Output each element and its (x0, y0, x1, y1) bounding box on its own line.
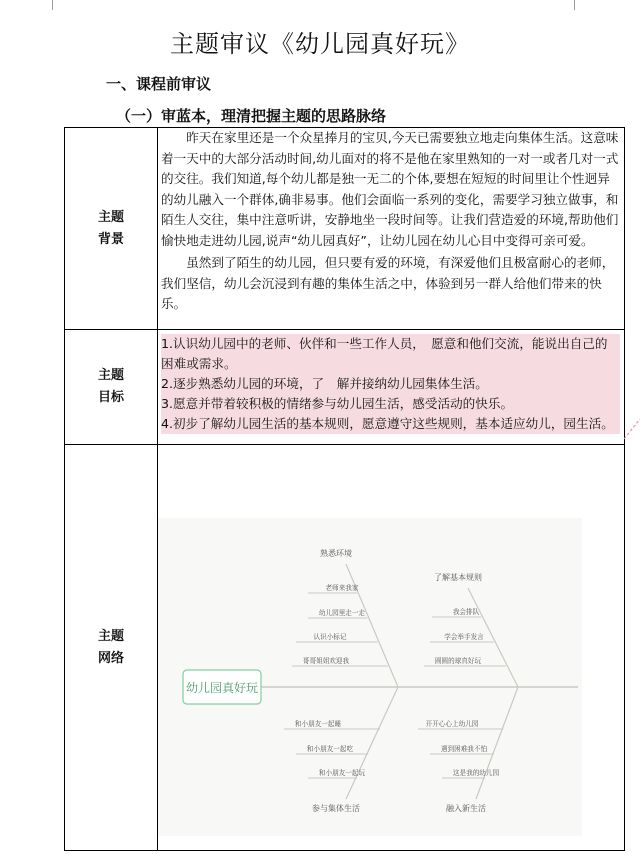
comment-leader-line (624, 417, 640, 441)
label-goals (65, 330, 158, 445)
mindmap-connectors (261, 564, 578, 799)
mindmap-leaf-label: 老师来我家 (325, 584, 359, 592)
mindmap-branch-line (346, 564, 398, 687)
table-row-network (65, 445, 625, 851)
goal-item: 1.认识幼儿园中的老师、伙伴和一些工作人员， 愿意和他们交流，能说出自己的困难或需求。 (161, 334, 620, 374)
mindmap-branch-label: 熟悉环境 (320, 549, 352, 558)
mindmap-image (158, 518, 582, 836)
mindmap-root (183, 670, 261, 704)
mindmap-leaf-label: 认识小标记 (313, 633, 347, 641)
mindmap-branch-line (476, 687, 518, 799)
background-paragraph: 虽然到了陌生的幼儿园，但只要有爱的环境，有深爱他们且极富耐心的老师，我们坚信，幼儿会沉浸到有趣的集体生活之中，体验到另一群人给他们带来的快乐。 (161, 255, 615, 311)
label-background (65, 128, 158, 330)
label-line: 主题 (97, 209, 124, 225)
label-line: 目标 (97, 390, 124, 405)
page-corner-mark-right (574, 0, 575, 10)
mindmap-leaf-label: 学会举手发言 (444, 633, 484, 641)
label-network (65, 445, 158, 851)
mindmap-leaf-label: 幼儿园里走一走 (318, 609, 366, 617)
mindmap-leaf-label: 开开心心上幼儿园 (425, 720, 479, 728)
section-heading: 一、课程前审议 (106, 75, 212, 93)
label-line: 背景 (97, 231, 124, 247)
subsection-heading: （一）审蓝本，理清把握主题的思路脉络 (116, 107, 387, 125)
label-line: 网络 (97, 650, 124, 666)
mindmap-branch-label: 融入新生活 (446, 804, 486, 813)
goal-item: 3.愿意并带着较积极的情绪参与幼儿园生活，感受活动的快乐。 (161, 394, 620, 414)
goals-content (158, 330, 625, 445)
mindmap-nodes (295, 548, 500, 813)
label-line: 主题 (97, 368, 124, 383)
mindmap-leaf-label: 和小朋友一起吃 (306, 745, 354, 753)
mindmap-leaf-label: 和小朋友一起睡 (294, 720, 342, 728)
goal-item: 4.初步了解幼儿园生活的基本规则，愿意遵守这些规则，基本适应幼儿，园生活。 (161, 414, 620, 434)
label-line: 主题 (97, 628, 124, 644)
mindmap-leaf-label: 遇到困难我不怕 (440, 745, 488, 753)
mindmap-leaf-label: 这是我的幼儿园 (452, 769, 500, 777)
mindmap-leaf-label: 和小朋友一起玩 (318, 769, 366, 777)
page-corner-mark-left (52, 0, 53, 10)
table-row-background (65, 128, 625, 330)
mindmap-leaf-label: 圆圆的球真好玩 (434, 657, 482, 665)
mindmap-root-label: 幼儿园真好玩 (185, 681, 259, 695)
background-content (158, 128, 625, 330)
network-content (158, 445, 625, 851)
mindmap-branch-label: 了解基本规则 (434, 573, 482, 582)
mindmap-branch-line (346, 687, 398, 799)
mindmap-leaf-label: 我会排队 (452, 608, 480, 616)
document-title: 主题审议《幼儿园真好玩》 (170, 30, 470, 58)
mindmap-diagram (158, 518, 582, 836)
background-paragraph: 昨天在家里还是一个众星捧月的宝贝,今天已需要独立地走向集体生活。这意味着一天中的大部分活动时间,幼儿面对的将不是他在家里熟知的一对一或者几对一式的交往。我们知道,每个幼儿都是独一无二的个体,要想在短短的时间里让个性迥异的幼儿融入一个群体,确非易事。他们会面临一系列的变化，需要学习独立做事，和陌生人交往，集中注意听讲，安静地坐一段时间等。让我们营造爱的环境,帮助他们愉快地走进幼儿园,说声“幼儿园真好”，让幼儿园在幼儿心目中变得可亲可爱。 (161, 130, 619, 248)
goal-item: 2.逐步熟悉幼儿园的环境，了 解并接纳幼儿园集体生活。 (161, 374, 620, 394)
mindmap-branch-label: 参与集体生活 (312, 804, 360, 813)
theme-table (64, 127, 625, 851)
mindmap-leaf-label: 哥哥姐姐欢迎我 (302, 657, 350, 665)
table-row-goals (65, 330, 625, 445)
